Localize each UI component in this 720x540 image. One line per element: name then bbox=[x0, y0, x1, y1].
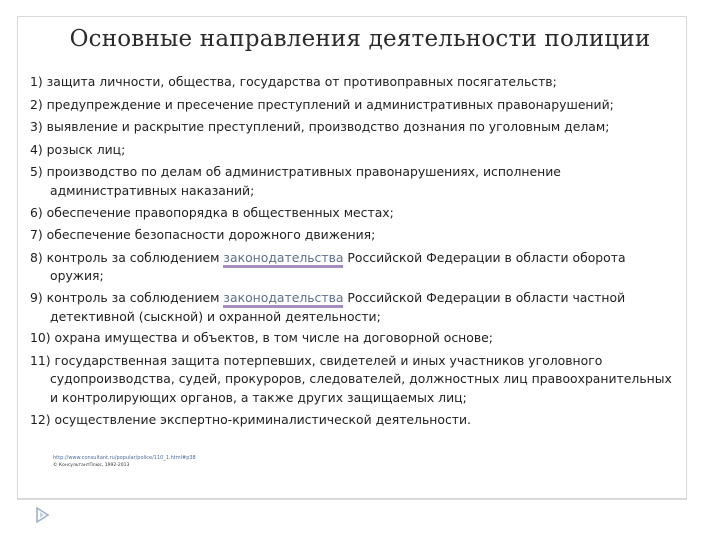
list-item bbox=[30, 249, 680, 286]
list-item: 12) осуществление экспертно-криминалистической деятельности. bbox=[30, 411, 471, 427]
list-item: 10) охрана имущества и объектов, в том числе на договорной основе; bbox=[30, 330, 493, 346]
list-item: 11) государственная защита потерпевших, свидетелей и иных участников уголовного судопроизводства, судей, прокуроров, следователей, должностных лиц правоохранительных и контролирующих органов, а также других защищаемых лиц; bbox=[30, 352, 672, 405]
source-link[interactable]: http://www.consultant.ru/popular/police/110_1.html#p38 bbox=[53, 455, 196, 461]
police-duties-list bbox=[30, 73, 680, 433]
copyright-note: © КонсультантПлюс, 1992-2013 bbox=[53, 463, 130, 468]
list-item bbox=[30, 289, 680, 326]
list-item: 5) производство по делам об административных правонарушениях, исполнение административных наказаний; bbox=[30, 164, 561, 198]
footer-divider bbox=[17, 498, 687, 499]
list-item: 2) предупреждение и пресечение преступлений и административных правонарушений; bbox=[30, 96, 614, 112]
list-item-text: 9) контроль за соблюдением bbox=[30, 289, 224, 305]
slide-title: Основные направления деятельности полиции bbox=[69, 26, 651, 52]
legislation-link[interactable]: законодательства bbox=[223, 290, 343, 308]
list-item: 7) обеспечение безопасности дорожного движения; bbox=[30, 227, 376, 243]
list-item: 3) выявление и раскрытие преступлений, производство дознания по уголовным делам; bbox=[30, 119, 610, 135]
legislation-link[interactable]: законодательства bbox=[223, 250, 343, 268]
list-item: 1) защита личности, общества, государства от противоправных посягательств; bbox=[30, 74, 557, 89]
list-item-text: Российской Федерации в области оборота оружия; bbox=[50, 249, 626, 284]
triangle-arrow-icon bbox=[34, 507, 50, 523]
list-item-text: 8) контроль за соблюдением bbox=[30, 249, 224, 265]
list-item: 4) розыск лиц; bbox=[30, 141, 126, 157]
list-item-text: Российской Федерации в области частной детективной (сыскной) и охранной деятельности; bbox=[50, 289, 626, 324]
list-item: 6) обеспечение правопорядка в общественных местах; bbox=[30, 204, 394, 220]
